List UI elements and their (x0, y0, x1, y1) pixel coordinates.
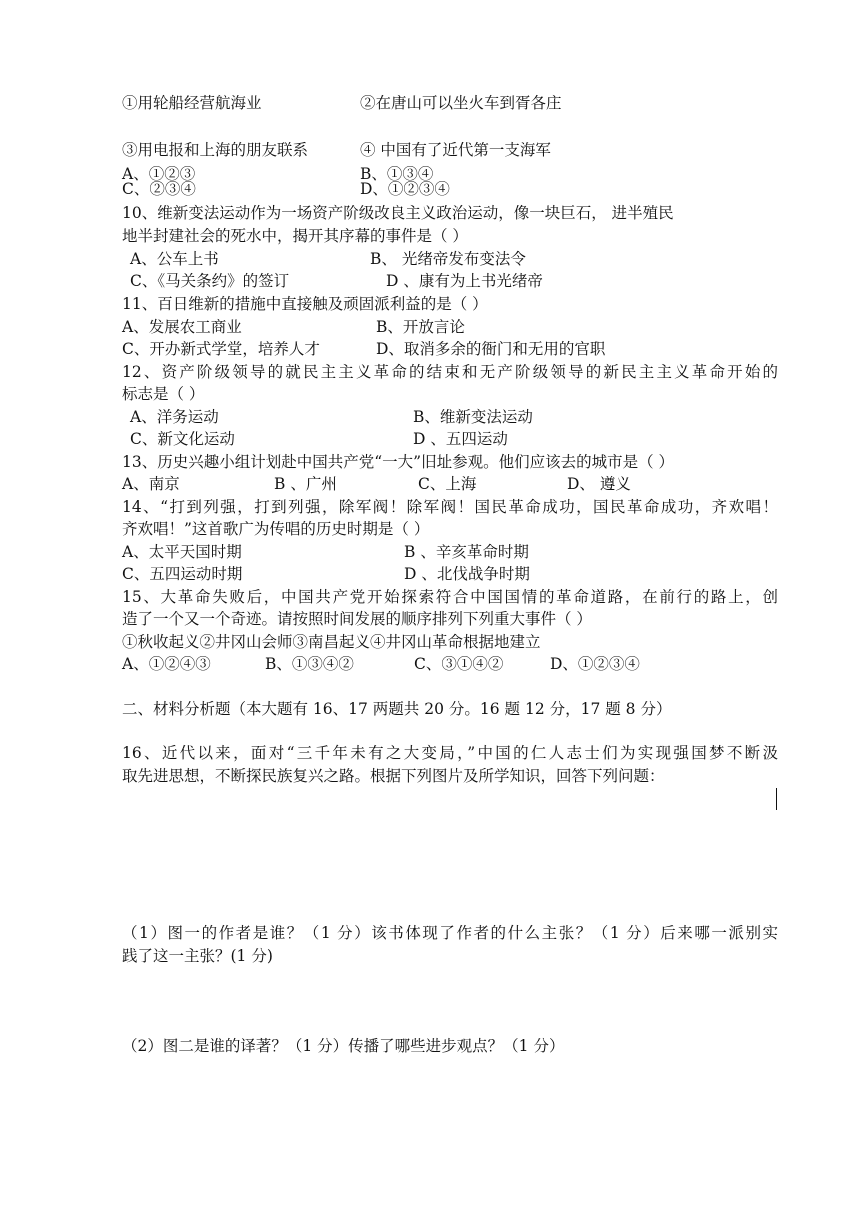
q13-option-a: A、南京 (122, 475, 180, 493)
q10-stem-line-1: 10、维新变法运动作为一场资产阶级改良主义政治运动，像一块巨石， 进半殖民 (122, 204, 674, 222)
q9-item-4: ④ 中国有了近代第一支海军 (360, 141, 551, 159)
q16-sub2: （2）图二是谁的译著？（1 分）传播了哪些进步观点？（1 分） (122, 1037, 565, 1055)
q12-option-a: A、洋务运动 (130, 408, 219, 426)
q12-option-c: C、新文化运动 (130, 430, 235, 448)
q12-option-d: D 、五四运动 (413, 430, 508, 448)
q15-stem-line-1: 15、大革命失败后，中国共产党开始探索符合中国国情的革命道路，在前行的路上，创 (122, 588, 778, 606)
q9-option-a: A、①②③ (122, 165, 196, 183)
q15-option-c: C、③①④② (414, 655, 504, 673)
q15-option-d: D、①②③④ (550, 655, 640, 673)
q12-option-b: B、维新变法运动 (413, 408, 533, 426)
q9-item-3: ③用电报和上海的朋友联系 (122, 141, 309, 159)
q16-stem-line-2: 取先进思想，不断探民族复兴之路。根据下列图片及所学知识，回答下列问题： (122, 767, 665, 785)
q9-option-c: C、②③④ (122, 180, 196, 198)
q9-item-2: ②在唐山可以坐火车到胥各庄 (360, 94, 562, 112)
q16-sub1-line-2: 践了这一主张？(1 分) (122, 947, 273, 965)
q9-item-1: ①用轮船经营航海业 (122, 94, 262, 112)
q11-option-c: C、开办新式学堂，培养人才 (122, 340, 320, 358)
text-cursor-bar (776, 788, 777, 810)
q10-option-d: D 、康有为上书光绪帝 (386, 272, 543, 290)
q15-stem-line-2: 造了一个又一个奇迹。请按照时间发展的顺序排列下列重大事件（ ） (122, 610, 592, 628)
q9-option-d: D、①②③④ (360, 180, 450, 198)
q14-option-b: B 、辛亥革命时期 (404, 543, 529, 561)
q11-option-d: D、取消多余的衙门和无用的官职 (376, 340, 606, 358)
q10-option-b: B、 光绪帝发布变法令 (370, 250, 526, 268)
q10-stem-line-2: 地半封建社会的死水中，揭开其序幕的事件是（ ） (122, 227, 468, 245)
q16-sub1-line-1: （1）图一的作者是谁？（1 分）该书体现了作者的什么主张？（1 分）后来哪一派别实 (122, 924, 778, 942)
q10-option-c: C、《马关条约》的签订 (130, 272, 290, 290)
q13-stem: 13、历史兴趣小组计划赴中国共产党“一大”旧址参观。他们应该去的城市是（ ） (122, 453, 675, 471)
q14-option-a: A、太平天国时期 (122, 543, 242, 561)
q9-option-b: B、①③④ (360, 165, 434, 183)
q15-option-a: A、①②④③ (122, 655, 211, 673)
q14-stem-line-1: 14、“打到列强，打到列强，除军阀！除军阀！国民革命成功，国民革命成功，齐欢唱！ (122, 498, 778, 516)
q12-stem-line-2: 标志是（ ） (122, 385, 205, 403)
q12-stem-line-1: 12、资产阶级领导的就民主主义革命的结束和无产阶级领导的新民主主义革命开始的 (122, 363, 778, 381)
q13-option-d: D、 遵义 (567, 475, 631, 493)
q10-option-a: A、公车上书 (130, 250, 219, 268)
q14-option-c: C、五四运动时期 (122, 565, 243, 583)
q15-option-b: B、①③④② (265, 655, 354, 673)
q13-option-b: B 、广州 (274, 475, 337, 493)
section-2-heading: 二、材料分析题（本大题有 16、17 两题共 20 分。16 题 12 分，17 题 8 分） (122, 700, 672, 718)
q11-stem: 11、百日维新的措施中直接触及顽固派利益的是（ ） (122, 295, 488, 313)
q11-option-b: B、开放言论 (376, 318, 465, 336)
q11-option-a: A、发展农工商业 (122, 318, 242, 336)
q14-stem-line-2: 齐欢唱！”这首歌广为传唱的历史时期是（ ） (122, 520, 430, 538)
q13-option-c: C、上海 (418, 475, 477, 493)
q15-events: ①秋收起义②井冈山会师③南昌起义④井冈山革命根据地建立 (122, 633, 541, 651)
q16-stem-line-1: 16、近代以来，面对“三千年未有之大变局，”中国的仁人志士们为实现强国梦不断汲 (122, 744, 778, 762)
q14-option-d: D 、北伐战争时期 (404, 565, 530, 583)
